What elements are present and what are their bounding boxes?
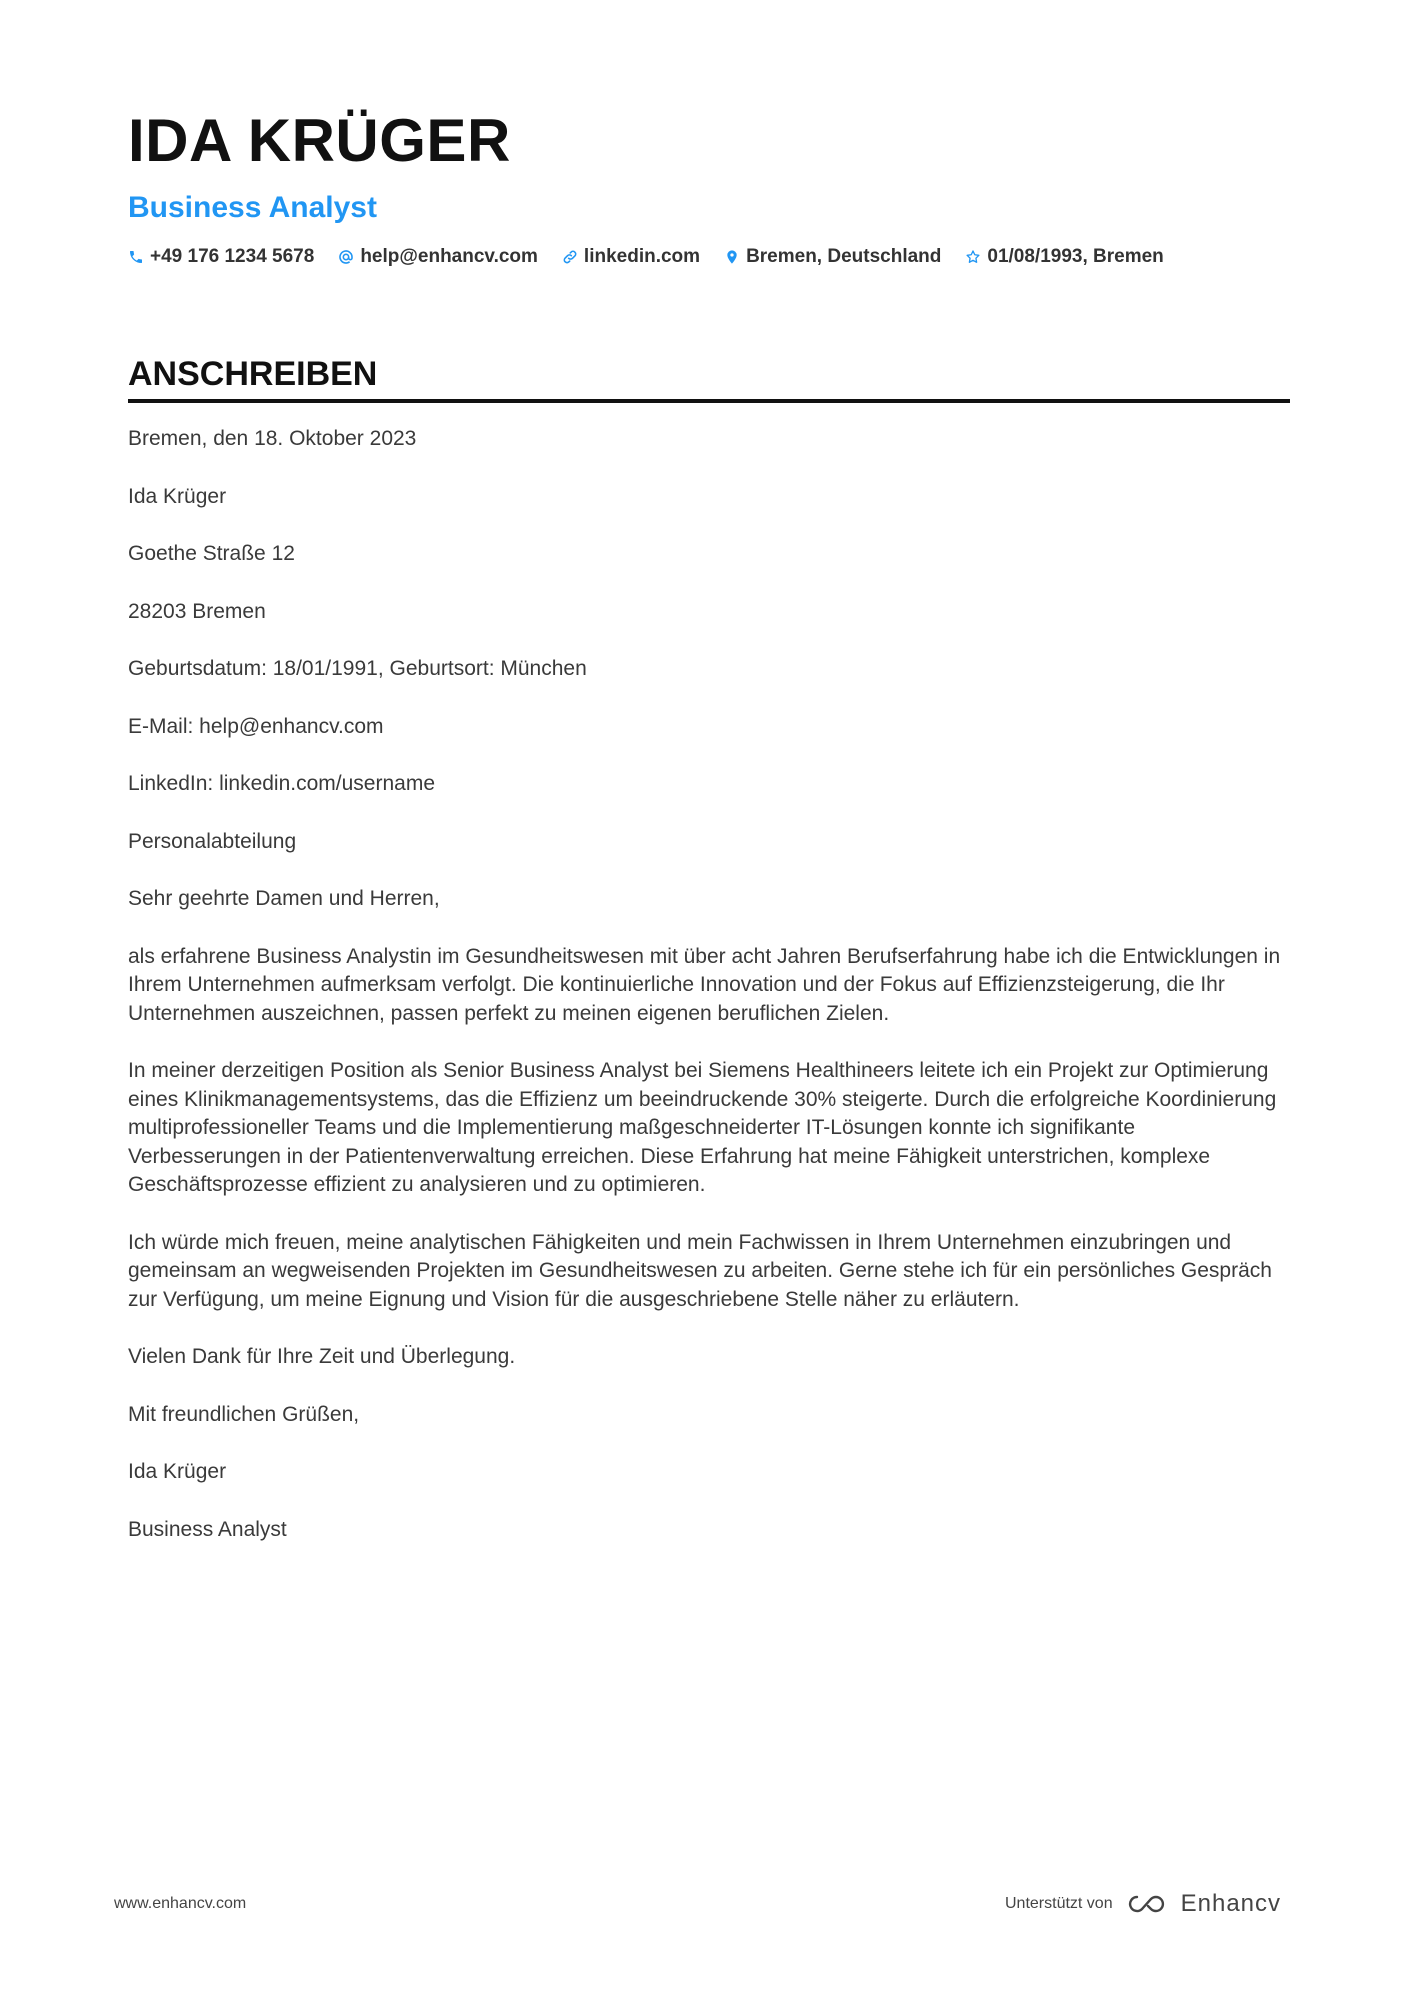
contact-phone (128, 246, 314, 268)
brand-logo (1125, 1890, 1281, 1918)
contact-linkedin-text: linkedin.com (583, 246, 701, 267)
link-icon (562, 249, 578, 265)
sender-city: 28203 Bremen (128, 599, 266, 623)
cover-letter-page (128, 108, 1290, 1573)
salutation: Sehr geehrte Damen und Herren, (128, 887, 440, 911)
at-icon (338, 249, 354, 265)
signature-title: Business Analyst (128, 1517, 287, 1541)
sender-birth-info: Geburtsdatum: 18/01/1991, Geburtsort: München (128, 657, 587, 681)
contact-email-text: help@enhancv.com (360, 246, 538, 267)
infinity-logo-icon (1125, 1892, 1171, 1916)
contact-bar (128, 246, 1290, 268)
letter-date: Bremen, den 18. Oktober 2023 (128, 427, 417, 451)
closing-thanks: Vielen Dank für Ihre Zeit und Überlegung. (128, 1345, 516, 1369)
sender-name: Ida Krüger (128, 484, 227, 508)
sender-linkedin: LinkedIn: linkedin.com/username (128, 772, 436, 796)
contact-birth-text: 01/08/1993, Bremen (987, 246, 1164, 267)
location-pin-icon (724, 249, 740, 265)
star-icon (965, 249, 981, 265)
letter-body (128, 425, 1290, 1544)
body-paragraph: als erfahrene Business Analystin im Gesundheitswesen mit über acht Jahren Berufserfahrung habe ich die Entwicklungen in Ihrem Unternehmen aufmerksam verfolgt. Die kontinuierliche Innovation und der Fokus auf Effizienzsteigerung, die Ihr Unternehmen auszeichnen, passen perfekt zu meinen eigenen beruflichen Zielen. (128, 944, 1281, 1025)
phone-icon (128, 249, 144, 265)
contact-email (338, 246, 538, 268)
contact-birth (965, 246, 1163, 268)
contact-location (724, 246, 941, 268)
footer-website[interactable]: www.enhancv.com (114, 1895, 247, 1912)
sender-email: E-Mail: help@enhancv.com (128, 714, 384, 738)
powered-by-label: Unterstützt von (1005, 1895, 1113, 1912)
contact-phone-text: +49 176 1234 5678 (150, 246, 315, 267)
brand-name: Enhancv (1180, 1890, 1282, 1917)
closing-greeting: Mit freundlichen Grüßen, (128, 1402, 360, 1426)
recipient-department: Personalabteilung (128, 829, 297, 853)
job-title: Business Analyst (128, 191, 377, 224)
contact-linkedin (562, 246, 700, 268)
body-paragraph: Ich würde mich freuen, meine analytischen Fähigkeiten und mein Fachwissen in Ihrem Unternehmen einzubringen und gemeinsam an wegweisenden Projekten im Gesundheitswesen zu arbeiten. Gerne stehe ich für ein persönliches Gespräch zur Verfügung, um meine Eignung und Vision für die ausgeschriebene Stelle näher zu erläutern. (128, 1230, 1272, 1311)
sender-street: Goethe Straße 12 (128, 542, 295, 566)
footer-branding (1005, 1890, 1281, 1918)
section-divider (128, 399, 1290, 403)
candidate-name: IDA KRÜGER (128, 107, 511, 174)
body-paragraph: In meiner derzeitigen Position als Senior Business Analyst bei Siemens Healthineers leitete ich ein Projekt zur Optimierung eines Klinikmanagementsystems, das die Effizienz um beeindruckende 30% steigerte. Durch die erfolgreiche Koordinierung multiprofessioneller Teams und die Implementierung maßgeschneiderter IT-Lösungen konnte ich signifikante Verbesserungen in der Patientenverwaltung erreichen. Diese Erfahrung hat meine Fähigkeit unterstrichen, komplexe Geschäftsprozesse effizient zu analysieren und zu optimieren. (128, 1059, 1277, 1197)
section-title: ANSCHREIBEN (128, 355, 378, 393)
contact-location-text: Bremen, Deutschland (746, 246, 942, 267)
signature-name: Ida Krüger (128, 1460, 227, 1484)
